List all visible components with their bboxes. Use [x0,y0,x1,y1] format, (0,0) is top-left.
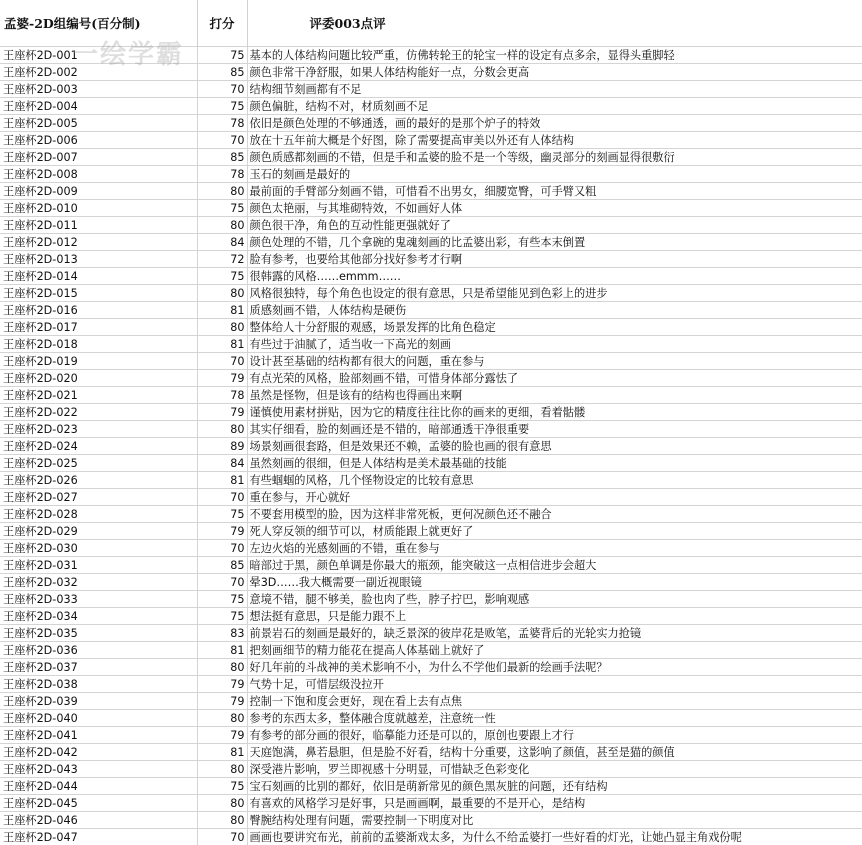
comment-cell[interactable]: 脸有参考，也要给其他部分找好参考才行啊 [247,251,862,268]
comment-cell[interactable]: 风格很独特，每个角色也设定的很有意思，只是希望能见到色彩上的进步 [247,285,862,302]
table-row [0,98,862,115]
score-cell[interactable]: 78 [197,166,247,183]
table-row [0,693,862,710]
table-row [0,251,862,268]
table-row [0,166,862,183]
score-cell[interactable]: 80 [197,710,247,727]
entry-name-cell[interactable]: 王座杯2D-043 [0,761,197,778]
score-cell[interactable]: 81 [197,744,247,761]
table-row [0,81,862,98]
table-row [0,523,862,540]
score-cell[interactable]: 85 [197,64,247,81]
table-row [0,268,862,285]
entry-name-cell[interactable]: 王座杯2D-022 [0,404,197,421]
score-cell[interactable]: 81 [197,642,247,659]
entry-name-cell[interactable]: 王座杯2D-020 [0,370,197,387]
comment-cell[interactable]: 颜色非常干净舒服，如果人体结构能好一点，分数会更高 [247,64,862,81]
comment-cell[interactable]: 颜色处理的不错，几个拿碗的鬼魂刻画的比孟婆出彩，有些本末倒置 [247,234,862,251]
comment-cell[interactable]: 宝石刻画的比别的都好，依旧是萌新常见的颜色黑灰脏的问题，还有结构 [247,778,862,795]
entry-name-cell[interactable]: 王座杯2D-024 [0,438,197,455]
comment-cell[interactable]: 其实仔细看，脸的刻画还是不错的，暗部通透干净很重要 [247,421,862,438]
score-cell[interactable]: 85 [197,149,247,166]
entry-name-cell[interactable]: 王座杯2D-037 [0,659,197,676]
score-cell[interactable]: 78 [197,387,247,404]
entry-name-cell[interactable]: 王座杯2D-038 [0,676,197,693]
comment-cell[interactable]: 好几年前的斗战神的美术影响不小，为什么不学他们最新的绘画手法呢？ [247,659,862,676]
comment-cell[interactable]: 重在参与，开心就好 [247,489,862,506]
comment-cell[interactable]: 场景刻画很套路，但是效果还不赖，孟婆的脸也画的很有意思 [247,438,862,455]
table-row [0,217,862,234]
comment-cell[interactable]: 不要套用模型的脸，因为这样非常死板，更何况颜色还不融合 [247,506,862,523]
table-row [0,370,862,387]
table-row [0,438,862,455]
table-row [0,387,862,404]
entry-name-cell[interactable]: 王座杯2D-028 [0,506,197,523]
entry-name-cell[interactable]: 王座杯2D-021 [0,387,197,404]
comment-cell[interactable]: 虽然刻画的很细，但是人体结构是美术最基础的技能 [247,455,862,472]
table-row [0,557,862,574]
score-cell[interactable]: 75 [197,268,247,285]
comment-cell[interactable]: 谨慎使用素材拼贴，因为它的精度往往比你的画来的更细，看着骷髅 [247,404,862,421]
entry-name-cell[interactable]: 王座杯2D-013 [0,251,197,268]
entry-name-cell[interactable]: 王座杯2D-009 [0,183,197,200]
comment-cell[interactable]: 颜色太艳丽，与其堆砌特效，不如画好人体 [247,200,862,217]
table-row [0,472,862,489]
table-row [0,625,862,642]
table-row [0,149,862,166]
score-cell[interactable]: 80 [197,812,247,829]
entry-name-cell[interactable]: 王座杯2D-001 [0,47,197,64]
entry-name-cell[interactable]: 王座杯2D-008 [0,166,197,183]
header-row [0,0,862,47]
entry-name-cell[interactable]: 王座杯2D-044 [0,778,197,795]
comment-cell[interactable]: 很韩露的风格……emmm…… [247,268,862,285]
comment-cell[interactable]: 气势十足，可惜层级没拉开 [247,676,862,693]
score-cell[interactable]: 75 [197,778,247,795]
score-cell[interactable]: 70 [197,574,247,591]
score-cell[interactable]: 70 [197,353,247,370]
entry-name-cell[interactable]: 王座杯2D-014 [0,268,197,285]
comment-cell[interactable]: 有参考的部分画的很好，临摹能力还是可以的，原创也要跟上才行 [247,727,862,744]
comment-cell[interactable]: 把刻画细节的精力能花在提高人体基础上就好了 [247,642,862,659]
entry-name-cell[interactable]: 王座杯2D-011 [0,217,197,234]
score-cell[interactable]: 70 [197,489,247,506]
table-row [0,183,862,200]
comment-cell[interactable]: 颜色偏脏，结构不对，材质刻画不足 [247,98,862,115]
score-cell[interactable]: 79 [197,523,247,540]
comment-cell[interactable]: 暗部过于黑，颜色单调是你最大的瓶颈，能突破这一点相信进步会超大 [247,557,862,574]
score-cell[interactable]: 79 [197,370,247,387]
comment-cell[interactable]: 依旧是颜色处理的不够通透，画的最好的是那个炉子的特效 [247,115,862,132]
comment-cell[interactable]: 参考的东西太多，整体融合度就越差，注意统一性 [247,710,862,727]
table-row [0,744,862,761]
comment-cell[interactable]: 有点光荣的风格，脸部刻画不错，可惜身体部分露怯了 [247,370,862,387]
table-row [0,812,862,829]
score-cell[interactable]: 84 [197,234,247,251]
entry-name-cell[interactable]: 王座杯2D-040 [0,710,197,727]
comment-cell[interactable]: 颜色很干净，角色的互动性能更强就好了 [247,217,862,234]
comment-cell[interactable]: 最前面的手臂部分刻画不错，可惜看不出男女，细腰宽臀，可手臂又粗 [247,183,862,200]
table-row [0,115,862,132]
entry-name-cell[interactable]: 王座杯2D-035 [0,625,197,642]
entry-name-cell[interactable]: 王座杯2D-047 [0,829,197,845]
score-cell[interactable]: 89 [197,438,247,455]
entry-name-cell[interactable]: 王座杯2D-023 [0,421,197,438]
comment-cell[interactable]: 天庭饱满，鼻若悬胆，但是脸不好看，结构十分重要，这影响了颜值，甚至是猫的颜值 [247,744,862,761]
entry-name-cell[interactable]: 王座杯2D-015 [0,285,197,302]
table-row [0,829,862,845]
entry-name-cell[interactable]: 王座杯2D-032 [0,574,197,591]
entry-name-cell[interactable]: 王座杯2D-042 [0,744,197,761]
score-cell[interactable]: 80 [197,319,247,336]
score-cell[interactable]: 78 [197,115,247,132]
comment-cell[interactable]: 玉石的刻画是最好的 [247,166,862,183]
table-row [0,319,862,336]
watermark-logo: 一绘学霸 [72,34,184,71]
entry-name-cell[interactable]: 王座杯2D-016 [0,302,197,319]
table-row [0,285,862,302]
table-row [0,778,862,795]
header-comment[interactable]: 评委003点评 [247,0,862,47]
score-cell[interactable]: 79 [197,727,247,744]
score-cell[interactable]: 70 [197,829,247,845]
score-cell[interactable]: 72 [197,251,247,268]
score-cell[interactable]: 70 [197,132,247,149]
table-row [0,404,862,421]
entry-name-cell[interactable]: 王座杯2D-025 [0,455,197,472]
entry-name-cell[interactable]: 王座杯2D-027 [0,489,197,506]
entry-name-cell[interactable]: 王座杯2D-034 [0,608,197,625]
score-cell[interactable]: 83 [197,625,247,642]
comment-cell[interactable]: 左边火焰的光感刻画的不错，重在参与 [247,540,862,557]
comment-cell[interactable]: 有些过于油腻了，适当收一下高光的刻画 [247,336,862,353]
entry-name-cell[interactable]: 王座杯2D-012 [0,234,197,251]
score-cell[interactable]: 80 [197,183,247,200]
table-row [0,574,862,591]
score-cell[interactable]: 80 [197,285,247,302]
comment-cell[interactable]: 晕3D……我大概需要一副近视眼镜 [247,574,862,591]
score-cell[interactable]: 75 [197,98,247,115]
table-row [0,591,862,608]
comment-cell[interactable]: 整体给人十分舒服的观感，场景发挥的比角色稳定 [247,319,862,336]
entry-name-cell[interactable]: 王座杯2D-018 [0,336,197,353]
table-row [0,676,862,693]
comment-cell[interactable]: 设计甚至基础的结构都有很大的问题，重在参与 [247,353,862,370]
score-cell[interactable]: 80 [197,659,247,676]
table-row [0,489,862,506]
comment-cell[interactable]: 结构细节刻画都有不足 [247,81,862,98]
table-row [0,540,862,557]
score-cell[interactable]: 70 [197,540,247,557]
entry-name-cell[interactable]: 王座杯2D-019 [0,353,197,370]
entry-name-cell[interactable]: 王座杯2D-003 [0,81,197,98]
score-cell[interactable]: 75 [197,591,247,608]
header-name[interactable]: 孟婆-2D组编号(百分制) [0,0,197,47]
score-cell[interactable]: 84 [197,455,247,472]
comment-cell[interactable]: 质感刻画不错，人体结构是硬伤 [247,302,862,319]
score-cell[interactable]: 79 [197,693,247,710]
entry-name-cell[interactable]: 王座杯2D-002 [0,64,197,81]
header-score[interactable]: 打分 [197,0,247,47]
comment-cell[interactable]: 想法挺有意思，只是能力跟不上 [247,608,862,625]
entry-name-cell[interactable]: 王座杯2D-004 [0,98,197,115]
entry-name-cell[interactable]: 王座杯2D-046 [0,812,197,829]
comment-cell[interactable]: 画画也要讲究布光，前前的孟婆渐戏太多，为什么不给孟婆打一些好看的灯光，让她凸显主角戏份呢 [247,829,862,845]
score-cell[interactable]: 70 [197,81,247,98]
table-row [0,421,862,438]
table-row [0,47,862,64]
score-cell[interactable]: 79 [197,676,247,693]
score-cell[interactable]: 75 [197,200,247,217]
table-row [0,64,862,81]
entry-name-cell[interactable]: 王座杯2D-010 [0,200,197,217]
comment-cell[interactable]: 基本的人体结构问题比较严重，仿佛转轮王的轮宝一样的设定有点多余，显得头重脚轻 [247,47,862,64]
table-row [0,302,862,319]
comment-cell[interactable]: 死人穿反领的细节可以，材质能跟上就更好了 [247,523,862,540]
table-row [0,659,862,676]
table-row [0,455,862,472]
entry-name-cell[interactable]: 王座杯2D-005 [0,115,197,132]
score-cell[interactable]: 81 [197,336,247,353]
comment-cell[interactable]: 有喜欢的风格学习是好事，只是画画啊，最重要的不是开心，是结构 [247,795,862,812]
score-cell[interactable]: 85 [197,557,247,574]
score-cell[interactable]: 75 [197,608,247,625]
entry-name-cell[interactable]: 王座杯2D-006 [0,132,197,149]
table-row [0,132,862,149]
table-row [0,727,862,744]
comment-cell[interactable]: 意境不错，腿不够美，脸也肉了些，脖子拧巴，影响观感 [247,591,862,608]
table-row [0,761,862,778]
entry-name-cell[interactable]: 王座杯2D-029 [0,523,197,540]
entry-name-cell[interactable]: 王座杯2D-036 [0,642,197,659]
comment-cell[interactable]: 颜色质感都刻画的不错，但是手和孟婆的脸不是一个等级，幽灵部分的刻画显得很敷衍 [247,149,862,166]
score-cell[interactable]: 80 [197,217,247,234]
entry-name-cell[interactable]: 王座杯2D-031 [0,557,197,574]
score-cell[interactable]: 80 [197,795,247,812]
table-row [0,710,862,727]
table-row [0,642,862,659]
entry-name-cell[interactable]: 王座杯2D-041 [0,727,197,744]
score-cell[interactable]: 79 [197,404,247,421]
entry-name-cell[interactable]: 王座杯2D-033 [0,591,197,608]
score-cell[interactable]: 80 [197,761,247,778]
score-cell[interactable]: 75 [197,506,247,523]
entry-name-cell[interactable]: 王座杯2D-045 [0,795,197,812]
table-row [0,234,862,251]
score-cell[interactable]: 81 [197,302,247,319]
comment-cell[interactable]: 控制一下饱和度会更好，现在看上去有点焦 [247,693,862,710]
entry-name-cell[interactable]: 王座杯2D-030 [0,540,197,557]
table-row [0,608,862,625]
table-row [0,795,862,812]
table-row [0,336,862,353]
entry-name-cell[interactable]: 王座杯2D-017 [0,319,197,336]
comment-cell[interactable]: 深受港片影响，罗兰即视感十分明显，可惜缺乏色彩变化 [247,761,862,778]
table-row [0,200,862,217]
comment-cell[interactable]: 臀腕结构处理有问题，需要控制一下明度对比 [247,812,862,829]
score-cell[interactable]: 80 [197,421,247,438]
comment-cell[interactable]: 前景岩石的刻画是最好的，缺乏景深的彼岸花是败笔，孟婆背后的光轮实力抢镜 [247,625,862,642]
comment-cell[interactable]: 放在十五年前大概是个好图，除了需要提高审美以外还有人体结构 [247,132,862,149]
comment-cell[interactable]: 虽然是怪物，但是该有的结构也得画出来啊 [247,387,862,404]
score-cell[interactable]: 81 [197,472,247,489]
entry-name-cell[interactable]: 王座杯2D-007 [0,149,197,166]
table-row [0,506,862,523]
table-row [0,353,862,370]
entry-name-cell[interactable]: 王座杯2D-026 [0,472,197,489]
score-cell[interactable]: 75 [197,47,247,64]
comment-cell[interactable]: 有些蝈蝈的风格，几个怪物设定的比较有意思 [247,472,862,489]
entry-name-cell[interactable]: 王座杯2D-039 [0,693,197,710]
